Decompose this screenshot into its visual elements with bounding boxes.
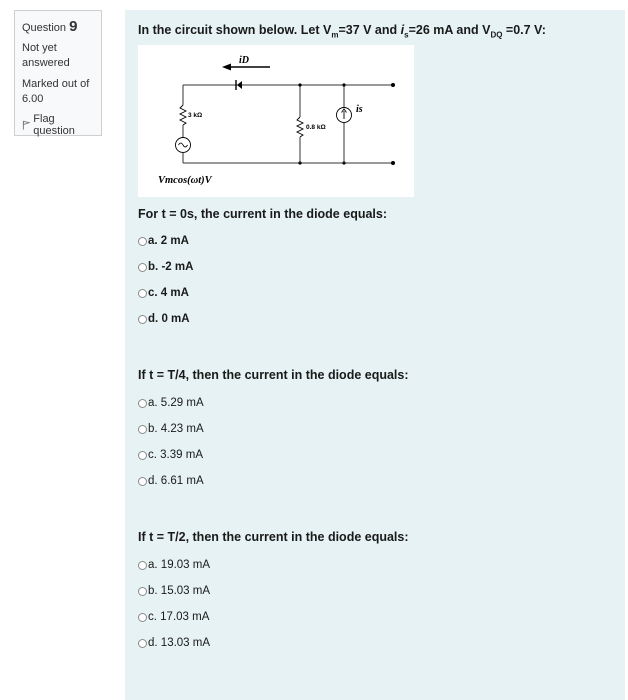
resistor-0-8k: [297, 117, 303, 137]
radio-button[interactable]: [138, 315, 147, 324]
part3-option-d[interactable]: d. 13.03 mA: [138, 637, 210, 649]
radio-button[interactable]: [138, 263, 147, 272]
part1-option-d[interactable]: d. 0 mA: [138, 313, 190, 325]
part3-option-b[interactable]: b. 15.03 mA: [138, 585, 210, 597]
radio-button[interactable]: [138, 289, 147, 298]
question-info-box: [14, 10, 102, 136]
resistor-3k: [180, 105, 186, 125]
radio-button[interactable]: [138, 237, 147, 246]
part2-option-c[interactable]: c. 3.39 mA: [138, 449, 203, 461]
terminal-bottom: [391, 161, 395, 165]
radio-button[interactable]: [138, 477, 147, 486]
flag-icon: [22, 120, 30, 130]
part2-prompt: If t = T/4, then the current in the diode equals:: [138, 368, 409, 382]
is-label: is: [356, 104, 363, 115]
radio-button[interactable]: [138, 587, 147, 596]
source-expression: Vmcos(ωt)V: [158, 175, 212, 186]
question-content: [125, 10, 625, 700]
terminal-top: [391, 83, 395, 87]
question-text: In the circuit shown below. Let $V_m=37$ V and $i_s=26$ mA and $V_{DQ} =0.7$ V:: [138, 23, 546, 40]
circuit-diagram: [138, 45, 414, 197]
r1-label: 3 kΩ: [188, 112, 203, 119]
part1-prompt: For t = 0s, the current in the diode equals:: [138, 207, 387, 221]
question-number: 9: [69, 18, 78, 35]
radio-button[interactable]: [138, 451, 147, 460]
part3-option-a[interactable]: a. 19.03 mA: [138, 559, 210, 571]
id-current-label: iD: [239, 55, 249, 66]
radio-button[interactable]: [138, 613, 147, 622]
radio-button[interactable]: [138, 399, 147, 408]
question-number-line: [22, 18, 94, 35]
question-label: Question: [22, 22, 67, 34]
part1-option-b[interactable]: b. -2 mA: [138, 261, 193, 273]
part1-option-a[interactable]: a. 2 mA: [138, 235, 189, 247]
part2-option-d[interactable]: d. 6.61 mA: [138, 475, 204, 487]
flag-question-label: Flag question: [33, 113, 75, 137]
marked-line-1: Marked out of: [22, 78, 90, 90]
part2-option-a[interactable]: a. 5.29 mA: [138, 397, 204, 409]
part1-option-c[interactable]: c. 4 mA: [138, 287, 189, 299]
flag-question-link[interactable]: [22, 113, 94, 137]
marked-line-2: 6.00: [22, 93, 44, 105]
part3-prompt: If t = T/2, then the current in the diode equals:: [138, 530, 409, 544]
status-line-2: answered: [22, 57, 70, 69]
r2-label: 0.8 kΩ: [306, 124, 326, 131]
radio-button[interactable]: [138, 639, 147, 648]
part3-option-c[interactable]: c. 17.03 mA: [138, 611, 209, 623]
part2-option-b[interactable]: b. 4.23 mA: [138, 423, 204, 435]
radio-button[interactable]: [138, 425, 147, 434]
status-line-1: Not yet: [22, 42, 57, 54]
radio-button[interactable]: [138, 561, 147, 570]
